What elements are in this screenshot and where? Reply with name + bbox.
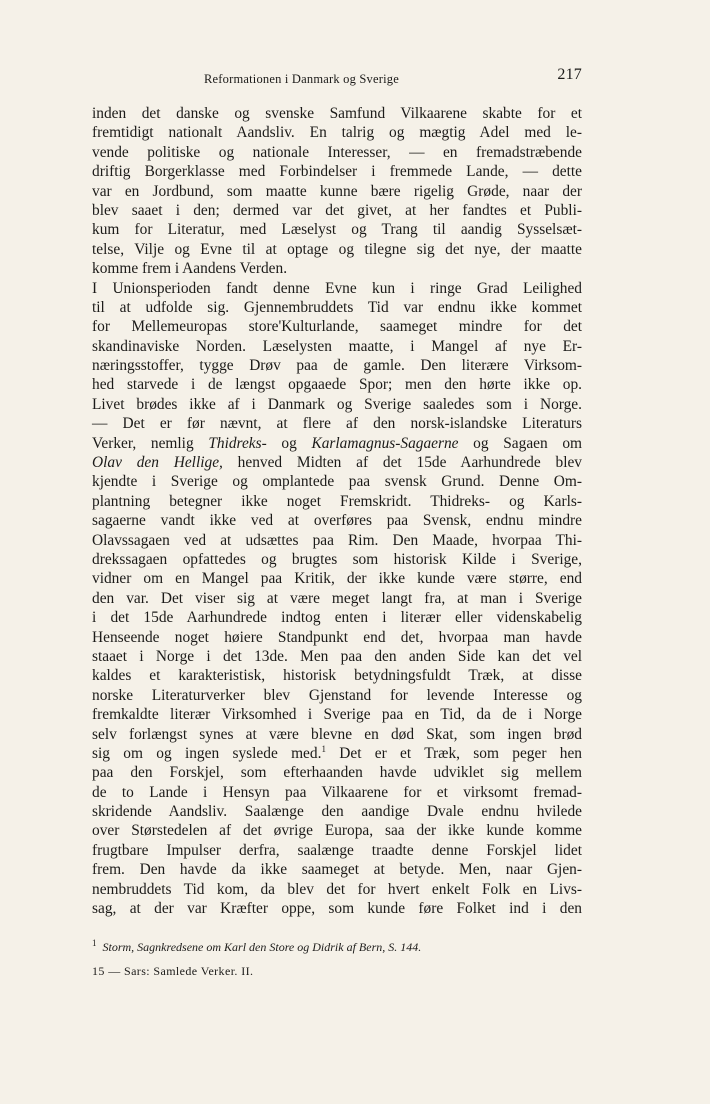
- text-run: næringsstoffer, tygge Drøv paa de gamle. Den literære Virksom-: [92, 357, 582, 375]
- text-run: til at udfolde sig. Gjennembruddets Tid var endnu ikke kommet: [92, 298, 582, 316]
- text-line: [92, 123, 582, 142]
- text-run: kum for Literatur, med Læselyst og Trang til aandig Sysselsæt-: [92, 221, 582, 239]
- text-line: [92, 531, 582, 550]
- text-line: [92, 686, 582, 705]
- text-line: [92, 589, 582, 608]
- text-line: [92, 337, 582, 356]
- text-run: over Størstedelen af det øvrige Europa, saa der ikke kunde komme: [92, 822, 582, 840]
- text-run: for Mellemeuropas store'Kulturlande, saameget mindre for det: [92, 318, 582, 336]
- text-run: Livet brødes ikke af i Danmark og Sverige saaledes som i Norge.: [92, 395, 582, 413]
- text-run: blev saaet i den; dermed var det givet, at her fandtes et Publi-: [92, 201, 582, 219]
- text-run: fremkaldte literær Virksomhed i Sverige paa en Tid, da de i Norge: [92, 706, 582, 724]
- text-run: Olavssagaen ved at udsættes paa Rim. Den Maade, hvorpaa Thi-: [92, 531, 582, 549]
- text-run: drekssagaen opfattedes og brugtes som historisk Kilde i Sverige,: [92, 550, 582, 568]
- text-line: [92, 744, 582, 763]
- text-run: komme frem i Aandens Verden.: [92, 260, 288, 278]
- text-line: [92, 608, 582, 627]
- text-run: norske Literaturverker blev Gjenstand for levende Interesse og: [92, 686, 582, 704]
- footnote-mark: 1: [92, 938, 97, 948]
- text-run: paa den Forskjel, som efterhaanden havde udviklet sig mellem: [92, 764, 582, 782]
- text-run: skandinaviske Norden. Læselysten maatte, i Mangel af nye Er-: [92, 337, 582, 355]
- printer-signature: 15 — Sars: Samlede Verker. II.: [92, 964, 254, 978]
- text-line: [92, 414, 582, 433]
- text-run: henved Midten af det 15de Aarhundrede blev: [222, 454, 582, 472]
- text-line: [92, 375, 582, 394]
- text-run: staaet i Norge i det 13de. Men paa den anden Side kan det vel: [92, 647, 582, 665]
- text-run: Henseende noget høiere Standpunkt end det, hvorpaa man havde: [92, 628, 582, 646]
- text-line: [92, 841, 582, 860]
- text-line: [92, 783, 582, 802]
- text-run: og Sagaen om: [458, 434, 582, 452]
- text-line: [92, 472, 582, 491]
- text-run: vende politiske og nationale Interesser, — en fremadstræbende: [92, 143, 582, 161]
- text-run: I Unionsperioden fandt denne Evne kun i ringe Grad Leilighed: [92, 279, 582, 297]
- text-line: [92, 628, 582, 647]
- body-text: [92, 104, 582, 918]
- text-line: [92, 182, 582, 201]
- italic-title: Karlamagnus-Sagaerne: [311, 434, 459, 452]
- text-run: vidner om en Mangel paa Kritik, der ikke kunde være større, end: [92, 570, 582, 588]
- text-line: [92, 104, 582, 123]
- text-line: [92, 162, 582, 181]
- text-run: selv forlængst synes at være blevne en død Skat, som ingen brød: [92, 725, 582, 743]
- text-run: frem. Den havde da ikke saameget at betyde. Men, naar Gjen-: [92, 861, 582, 879]
- italic-title: Olav den Hellige,: [92, 454, 223, 472]
- running-title: Reformationen i Danmark og Sverige: [204, 72, 399, 86]
- text-run: skridende Aandsliv. Saalænge den aandige Dvale endnu hvilede: [92, 803, 582, 821]
- text-line: [92, 511, 582, 530]
- text-line: [92, 201, 582, 220]
- text-run: var en Jordbund, som maatte kunne bære rigelig Grøde, naar der: [92, 182, 582, 200]
- text-line: [92, 550, 582, 569]
- text-line: [92, 802, 582, 821]
- text-run: — Det er før nævnt, at flere af den norsk-islandske Literaturs: [92, 415, 582, 433]
- text-line: [92, 453, 582, 472]
- text-run: den var. Det viser sig at være meget langt fra, at man i Sverige: [92, 589, 582, 607]
- text-line: [92, 279, 582, 298]
- text-line: [92, 880, 582, 899]
- text-line: [92, 763, 582, 782]
- text-run: kaldes et karakteristisk, historisk betydningsfuldt Træk, at disse: [92, 667, 582, 685]
- text-run: i det 15de Aarhundrede indtog enten i literær eller videnskabelig: [92, 609, 582, 627]
- text-line: [92, 569, 582, 588]
- text-run: hed starvede i de længst opgaaede Spor; men den hørte ikke op.: [92, 376, 582, 394]
- text-run: kjendte i Sverige og omplantede paa svensk Grund. Denne Om-: [92, 473, 582, 491]
- text-run: sag, at der var Kræfter oppe, som kunde føre Folket ind i den: [92, 900, 582, 918]
- text-run: Det er et Træk, som peger hen: [325, 744, 582, 762]
- text-run: Verker, nemlig: [92, 434, 209, 452]
- footnote: [92, 938, 582, 955]
- text-run: sagaerne vandt ikke ved at overføres paa Svensk, endnu mindre: [92, 512, 582, 530]
- text-run: driftig Borgerklasse med Forbindelser i fremmede Lande, — dette: [92, 163, 582, 181]
- text-line: [92, 298, 582, 317]
- text-run: plantning betegner ikke noget Fremskridt. Thidreks- og Karls-: [92, 492, 582, 510]
- text-line: [92, 492, 582, 511]
- text-line: [92, 666, 582, 685]
- text-line: [92, 356, 582, 375]
- footnote-reference: 1: [321, 743, 326, 754]
- text-line: [92, 821, 582, 840]
- text-run: telse, Vilje og Evne til at optage og tilegne sig det nye, der maatte: [92, 240, 582, 258]
- text-line: [92, 860, 582, 879]
- running-header: [92, 66, 582, 88]
- text-line: [92, 220, 582, 239]
- footnote-text: Storm, Sagnkredsene om Karl den Store og Didrik af Bern, S. 144.: [102, 940, 422, 954]
- text-line: [92, 317, 582, 336]
- text-line: [92, 143, 582, 162]
- text-line: [92, 434, 582, 453]
- text-line: [92, 259, 582, 278]
- text-run: frugtbare Impulser derfra, saalænge traadte denne Forskjel lidet: [92, 841, 582, 859]
- text-run: de to Lande i Hensyn paa Vilkaarene for et virksomt fremad-: [92, 783, 582, 801]
- text-line: [92, 899, 582, 918]
- text-run: sig om og ingen syslede med.: [92, 744, 322, 762]
- text-run: fremtidigt nationalt Aandsliv. En talrig og mægtig Adel med le-: [92, 124, 582, 142]
- italic-title: Thidreks-: [208, 434, 267, 452]
- text-line: [92, 240, 582, 259]
- text-run: og: [266, 434, 312, 452]
- text-run: nembruddets Tid kom, da blev det for hvert enkelt Folk en Livs-: [92, 880, 582, 898]
- text-line: [92, 647, 582, 666]
- text-line: [92, 705, 582, 724]
- text-line: [92, 725, 582, 744]
- text-line: [92, 395, 582, 414]
- text-run: inden det danske og svenske Samfund Vilkaarene skabte for et: [92, 105, 582, 122]
- page-number: 217: [557, 66, 582, 83]
